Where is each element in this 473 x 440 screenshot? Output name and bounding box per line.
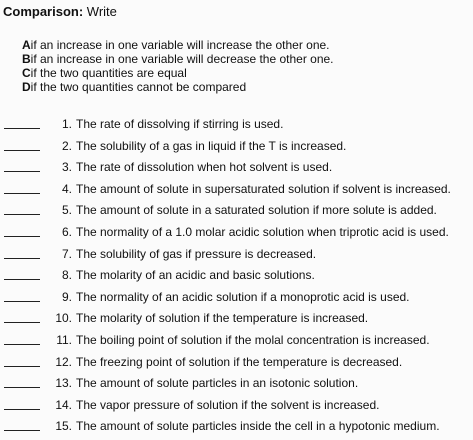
- legend-text: if an increase in one variable will decrease the other one.: [30, 52, 334, 66]
- legend-row-a: [22, 38, 334, 52]
- question-text: The boiling point of solution if the molal concentration is increased.: [76, 332, 430, 347]
- legend-row-c: [22, 66, 334, 80]
- question-number: 12.: [55, 354, 72, 369]
- legend-letter: A: [22, 38, 31, 52]
- question-number: 11.: [56, 332, 72, 347]
- question-text: The solubility of a gas in liquid if the T is increased.: [76, 138, 347, 153]
- answer-blank[interactable]: [4, 150, 40, 151]
- question-item: [0, 372, 473, 394]
- question-item: [0, 307, 473, 329]
- question-item: [0, 415, 473, 437]
- question-number: 13.: [55, 376, 72, 391]
- question-text: The normality of an acidic solution if a monoprotic acid is used.: [76, 289, 410, 304]
- worksheet-heading: [3, 4, 117, 20]
- question-text: The molarity of solution if the temperature is increased.: [76, 311, 369, 326]
- legend-text: if the two quantities are equal: [30, 66, 187, 80]
- question-number: 2.: [61, 138, 72, 153]
- legend-text: if an increase in one variable will increase the other one.: [30, 38, 330, 52]
- question-text: The rate of dissolving if stirring is used.: [76, 117, 284, 131]
- heading-label: Comparison:: [3, 4, 84, 19]
- question-number: 3.: [61, 160, 72, 175]
- answer-blank[interactable]: [4, 366, 40, 367]
- answer-blank[interactable]: [4, 193, 40, 194]
- answer-key-legend: [22, 38, 334, 94]
- question-item: [0, 243, 473, 265]
- answer-blank[interactable]: [4, 409, 40, 410]
- question-number: 6.: [61, 224, 72, 239]
- question-item: [0, 329, 473, 351]
- legend-row-b: [22, 52, 334, 66]
- question-text: The amount of solute in a saturated solution if more solute is added.: [76, 203, 437, 218]
- question-text: The freezing point of solution if the temperature is decreased.: [76, 354, 403, 369]
- question-text: The amount of solute in supersaturated solution if solvent is increased.: [76, 181, 451, 196]
- question-number: 15.: [55, 419, 72, 434]
- question-text: The molarity of an acidic and basic solutions.: [76, 268, 315, 283]
- question-number: 10.: [55, 311, 72, 326]
- question-number: 8.: [61, 268, 72, 283]
- question-text: The vapor pressure of solution if the solvent is increased.: [76, 397, 380, 412]
- question-number: 7.: [61, 246, 72, 261]
- answer-blank[interactable]: [4, 387, 40, 388]
- question-number: 9.: [61, 289, 72, 304]
- answer-blank[interactable]: [4, 171, 40, 172]
- question-text: The solubility of gas if pressure is decreased.: [76, 246, 317, 261]
- question-item: [0, 199, 473, 221]
- question-item: [0, 178, 473, 200]
- legend-text: if the two quantities cannot be compared: [30, 80, 247, 94]
- question-list: [0, 113, 473, 437]
- answer-blank[interactable]: [4, 258, 40, 259]
- question-item: [0, 351, 473, 373]
- legend-letter: C: [22, 66, 31, 80]
- question-text: The normality of a 1.0 molar acidic solution when triprotic acid is used.: [76, 224, 449, 239]
- question-text: The amount of solute particles inside the cell in a hypotonic medium.: [76, 419, 440, 434]
- question-item: [0, 135, 473, 157]
- answer-blank[interactable]: [4, 128, 40, 129]
- question-number: 5.: [61, 203, 72, 218]
- question-item: [0, 156, 473, 178]
- answer-blank[interactable]: [4, 236, 40, 237]
- question-item: [0, 264, 473, 286]
- question-item: [0, 221, 473, 243]
- answer-blank[interactable]: [4, 344, 40, 345]
- legend-letter: B: [22, 52, 31, 66]
- legend-letter: D: [22, 80, 31, 94]
- question-number: 4.: [61, 181, 72, 196]
- legend-row-d: [22, 80, 334, 94]
- answer-blank[interactable]: [4, 279, 40, 280]
- answer-blank[interactable]: [4, 214, 40, 215]
- question-item: [0, 113, 473, 135]
- question-number: 14.: [55, 397, 72, 412]
- heading-instruction: Write: [86, 4, 117, 19]
- answer-blank[interactable]: [4, 430, 40, 431]
- answer-blank[interactable]: [4, 301, 40, 302]
- question-number: 1.: [61, 117, 72, 131]
- question-item: [0, 286, 473, 308]
- question-text: The rate of dissolution when hot solvent is used.: [76, 160, 333, 175]
- answer-blank[interactable]: [4, 322, 40, 323]
- question-text: The amount of solute particles in an isotonic solution.: [76, 376, 359, 391]
- question-item: [0, 394, 473, 416]
